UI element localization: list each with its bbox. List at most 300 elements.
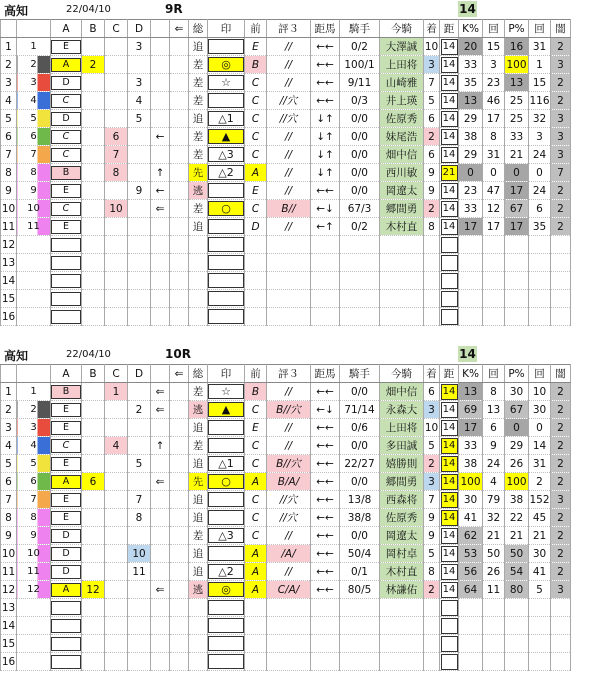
- distance-box: 14: [441, 129, 458, 145]
- horse-number: 12: [17, 581, 51, 599]
- jockey-stat: 0/2: [340, 38, 380, 56]
- darkness: 2: [551, 509, 571, 527]
- finish: 2: [424, 581, 440, 599]
- count-2: [529, 653, 551, 671]
- arrow-cell: [151, 509, 170, 527]
- column-header: [17, 365, 51, 383]
- arrow-cell: ↑: [151, 164, 170, 182]
- jockey-stat: 80/5: [340, 581, 380, 599]
- count-1: [483, 599, 505, 617]
- finish: 9: [424, 509, 440, 527]
- arrow-cell: [151, 290, 170, 308]
- entry-table: [0, 19, 571, 326]
- distance-box: 14: [441, 546, 458, 562]
- rating-3: /A/: [267, 545, 311, 563]
- finish: 6: [424, 146, 440, 164]
- rating-3: [267, 254, 311, 272]
- mark-cell: [208, 200, 245, 218]
- count-1: 26: [483, 563, 505, 581]
- count-1: 8: [483, 383, 505, 401]
- mark-box: [208, 546, 244, 561]
- finish: 7: [424, 491, 440, 509]
- jockey-name: 多田誠: [380, 437, 424, 455]
- col-b: [82, 563, 105, 581]
- distance-box: [441, 273, 458, 289]
- flag-cell: [170, 146, 189, 164]
- count-1: 15: [483, 38, 505, 56]
- col-c: [105, 599, 128, 617]
- entry-row[interactable]: [1, 581, 571, 599]
- horse-number: [17, 272, 51, 290]
- jockey-name: 妹尾浩: [380, 128, 424, 146]
- col-c: [105, 74, 128, 92]
- run-style: 追: [189, 563, 208, 581]
- col-d: [128, 617, 151, 635]
- entry-row[interactable]: [1, 635, 571, 653]
- k-percent: 23: [459, 182, 483, 200]
- horse-number: 5: [17, 110, 51, 128]
- distance-cell: [440, 455, 459, 473]
- col-c: 7: [105, 146, 128, 164]
- row-number: 12: [1, 236, 17, 254]
- distance-cell: [440, 164, 459, 182]
- prev-rank: C: [245, 110, 267, 128]
- col-c: [105, 92, 128, 110]
- entry-row[interactable]: [1, 473, 571, 491]
- run-style: 差: [189, 56, 208, 74]
- run-style: 差: [189, 437, 208, 455]
- distance-horse: ←↓: [311, 401, 340, 419]
- count-1: 24: [483, 455, 505, 473]
- flag-cell: [170, 200, 189, 218]
- jockey-stat: 71/14: [340, 401, 380, 419]
- jockey-name: 木村直: [380, 563, 424, 581]
- run-style: 逃: [189, 581, 208, 599]
- col-b: [82, 38, 105, 56]
- entry-row[interactable]: [1, 617, 571, 635]
- col-d: [128, 308, 151, 326]
- col-d: [128, 419, 151, 437]
- rating-3: [267, 653, 311, 671]
- row-number: 9: [1, 527, 17, 545]
- row-number: 15: [1, 635, 17, 653]
- run-style: 差: [189, 527, 208, 545]
- darkness: [551, 653, 571, 671]
- entry-row[interactable]: [1, 254, 571, 272]
- prev-rank: [245, 617, 267, 635]
- entry-row[interactable]: [1, 491, 571, 509]
- prev-rank: A: [245, 545, 267, 563]
- col-b: [82, 200, 105, 218]
- mark-box: ☆: [208, 75, 244, 90]
- venue-label: 高知: [4, 349, 29, 363]
- rank-a: [51, 545, 82, 563]
- row-number: 11: [1, 218, 17, 236]
- rank-a: [51, 635, 82, 653]
- horse-number: 11: [17, 563, 51, 581]
- flag-cell: [170, 308, 189, 326]
- count-1: 12: [483, 200, 505, 218]
- row-number: 6: [1, 473, 17, 491]
- entry-row[interactable]: [1, 308, 571, 326]
- rank-a: [51, 92, 82, 110]
- flag-cell: [170, 653, 189, 671]
- rank-a: [51, 617, 82, 635]
- rating-3: //穴: [267, 92, 311, 110]
- column-header: 着: [424, 365, 440, 383]
- flag-cell: [170, 437, 189, 455]
- run-style: 逃: [189, 401, 208, 419]
- rank-a-box: D: [51, 547, 81, 561]
- column-header: K%: [459, 365, 483, 383]
- darkness: 2: [551, 218, 571, 236]
- horse-number: 6: [17, 128, 51, 146]
- k-percent: 20: [459, 38, 483, 56]
- mark-cell: [208, 599, 245, 617]
- rating-3: B//穴: [267, 401, 311, 419]
- entry-row[interactable]: [1, 182, 571, 200]
- run-style: 逃: [189, 182, 208, 200]
- arrow-cell: [151, 527, 170, 545]
- mark-box: △2: [208, 165, 244, 180]
- rating-3: //穴: [267, 509, 311, 527]
- jockey-name: [380, 635, 424, 653]
- run-style: [189, 635, 208, 653]
- mark-cell: [208, 308, 245, 326]
- column-header: 前: [245, 365, 267, 383]
- entry-row[interactable]: [1, 110, 571, 128]
- darkness: [551, 617, 571, 635]
- horse-number: 8: [17, 164, 51, 182]
- mark-box: [208, 291, 244, 306]
- distance-box: 14: [441, 492, 458, 508]
- rank-a-box: E: [51, 511, 81, 525]
- entry-row[interactable]: [1, 383, 571, 401]
- distance-box: 14: [441, 420, 458, 436]
- col-b: 12: [82, 581, 105, 599]
- distance-cell: [440, 419, 459, 437]
- distance-cell: [440, 401, 459, 419]
- run-style: 差: [189, 128, 208, 146]
- finish: 3: [424, 401, 440, 419]
- column-header: K%: [459, 20, 483, 38]
- jockey-stat: 0/0: [340, 527, 380, 545]
- rank-a-box: D: [51, 112, 81, 126]
- rank-a: [51, 419, 82, 437]
- run-style: 差: [189, 200, 208, 218]
- flag-cell: [170, 236, 189, 254]
- entry-row[interactable]: [1, 599, 571, 617]
- col-d: 3: [128, 74, 151, 92]
- entry-row[interactable]: [1, 200, 571, 218]
- entry-row[interactable]: [1, 653, 571, 671]
- rating-3: //: [267, 563, 311, 581]
- entry-row[interactable]: [1, 563, 571, 581]
- k-percent: 13: [459, 383, 483, 401]
- distance-horse: ←←: [311, 509, 340, 527]
- mark-cell: [208, 563, 245, 581]
- jockey-name: 佐原秀: [380, 110, 424, 128]
- column-header: 今騎: [380, 20, 424, 38]
- rank-a-box: C: [51, 439, 81, 453]
- mark-box: [208, 492, 244, 507]
- jockey-stat: [340, 290, 380, 308]
- entry-row[interactable]: [1, 164, 571, 182]
- rank-a: [51, 128, 82, 146]
- distance-cell: [440, 635, 459, 653]
- row-number: 2: [1, 401, 17, 419]
- distance-cell: [440, 146, 459, 164]
- flag-cell: [170, 509, 189, 527]
- column-header: D: [128, 365, 151, 383]
- prev-rank: C: [245, 527, 267, 545]
- entry-row[interactable]: [1, 272, 571, 290]
- entry-row[interactable]: [1, 56, 571, 74]
- count-1: 3: [483, 56, 505, 74]
- darkness: 3: [551, 581, 571, 599]
- rating-3: //: [267, 182, 311, 200]
- k-percent: 17: [459, 218, 483, 236]
- entry-row[interactable]: [1, 437, 571, 455]
- col-d: [128, 146, 151, 164]
- p-percent: [505, 617, 529, 635]
- k-percent: 38: [459, 455, 483, 473]
- rank-a: [51, 200, 82, 218]
- flag-cell: [170, 164, 189, 182]
- finish: [424, 272, 440, 290]
- col-b: [82, 635, 105, 653]
- arrow-cell: [151, 653, 170, 671]
- arrow-cell: ←: [151, 182, 170, 200]
- entry-row[interactable]: [1, 218, 571, 236]
- rank-a-box: D: [51, 76, 81, 90]
- p-percent: 13: [505, 74, 529, 92]
- darkness: 3: [551, 128, 571, 146]
- jockey-name: [380, 254, 424, 272]
- horse-number: 11: [17, 218, 51, 236]
- rank-a-box: E: [51, 457, 81, 471]
- rank-a: [51, 254, 82, 272]
- entry-row[interactable]: [1, 401, 571, 419]
- k-percent: [459, 653, 483, 671]
- mark-cell: [208, 437, 245, 455]
- jockey-name: 嬉勝則: [380, 455, 424, 473]
- mark-box: [208, 219, 244, 234]
- p-percent: 17: [505, 182, 529, 200]
- horse-number: 3: [17, 419, 51, 437]
- mark-box: ☆: [208, 384, 244, 399]
- entry-row[interactable]: [1, 545, 571, 563]
- distance-horse: [311, 272, 340, 290]
- horse-number: 7: [17, 491, 51, 509]
- rank-a-box: [51, 292, 81, 306]
- jockey-stat: [340, 599, 380, 617]
- column-header: 総: [189, 20, 208, 38]
- run-style: 追: [189, 218, 208, 236]
- col-c: 4: [105, 437, 128, 455]
- k-percent: 29: [459, 110, 483, 128]
- distance-box: 14: [441, 564, 458, 580]
- distance-cell: [440, 473, 459, 491]
- col-b: [82, 455, 105, 473]
- p-percent: [505, 653, 529, 671]
- jockey-name: 西川敏: [380, 164, 424, 182]
- entry-row[interactable]: [1, 290, 571, 308]
- mark-cell: [208, 509, 245, 527]
- count-2: [529, 290, 551, 308]
- run-style: 追: [189, 491, 208, 509]
- jockey-stat: 0/0: [340, 146, 380, 164]
- horse-number: 1: [17, 38, 51, 56]
- count-2: 41: [529, 563, 551, 581]
- run-style: 追: [189, 38, 208, 56]
- darkness: [551, 290, 571, 308]
- rank-a-box: A: [51, 583, 81, 597]
- jockey-stat: [340, 308, 380, 326]
- count-2: 0: [529, 164, 551, 182]
- jockey-stat: 0/0: [340, 128, 380, 146]
- distance-horse: ←←: [311, 38, 340, 56]
- row-number: 15: [1, 290, 17, 308]
- row-number: 8: [1, 164, 17, 182]
- horse-number: 9: [17, 527, 51, 545]
- flag-cell: [170, 473, 189, 491]
- rating-3: //: [267, 128, 311, 146]
- darkness: 2: [551, 74, 571, 92]
- darkness: 3: [551, 491, 571, 509]
- entry-row[interactable]: [1, 74, 571, 92]
- arrow-cell: [151, 455, 170, 473]
- flag-cell: [170, 401, 189, 419]
- rating-3: [267, 308, 311, 326]
- entry-row[interactable]: [1, 38, 571, 56]
- entry-row[interactable]: [1, 92, 571, 110]
- column-header: B: [82, 20, 105, 38]
- arrow-cell: [151, 146, 170, 164]
- col-b: [82, 110, 105, 128]
- column-header: [17, 20, 51, 38]
- prev-rank: C: [245, 92, 267, 110]
- rank-a-box: C: [51, 202, 81, 216]
- k-percent: 35: [459, 74, 483, 92]
- flag-cell: [170, 545, 189, 563]
- count-1: [483, 617, 505, 635]
- column-header: C: [105, 365, 128, 383]
- p-percent: 0: [505, 419, 529, 437]
- mark-cell: [208, 635, 245, 653]
- distance-horse: ←←: [311, 437, 340, 455]
- run-style: [189, 236, 208, 254]
- flag-cell: [170, 290, 189, 308]
- race-block-9r: [0, 1, 600, 326]
- jockey-name: 西森将: [380, 491, 424, 509]
- row-number: 4: [1, 92, 17, 110]
- count-2: 31: [529, 455, 551, 473]
- col-d: [128, 599, 151, 617]
- jockey-name: 郷間勇: [380, 473, 424, 491]
- prev-rank: [245, 272, 267, 290]
- flag-cell: [170, 182, 189, 200]
- run-style: [189, 308, 208, 326]
- mark-box: [208, 255, 244, 270]
- col-b: [82, 236, 105, 254]
- prev-rank: [245, 290, 267, 308]
- column-header: 前: [245, 20, 267, 38]
- entry-row[interactable]: [1, 509, 571, 527]
- column-header: 距馬: [311, 20, 340, 38]
- darkness: [551, 254, 571, 272]
- p-percent: 50: [505, 545, 529, 563]
- entry-row[interactable]: [1, 146, 571, 164]
- entry-row[interactable]: [1, 527, 571, 545]
- rank-a: [51, 272, 82, 290]
- row-number: 5: [1, 455, 17, 473]
- count-1: 13: [483, 401, 505, 419]
- distance-horse: ↓↑: [311, 164, 340, 182]
- rating-3: [267, 236, 311, 254]
- col-d: [128, 164, 151, 182]
- horse-number: [17, 599, 51, 617]
- col-c: [105, 563, 128, 581]
- col-b: [82, 254, 105, 272]
- count-2: 21: [529, 527, 551, 545]
- distance-box: 21: [441, 165, 458, 181]
- jockey-name: 岡村卓: [380, 545, 424, 563]
- p-percent: 17: [505, 218, 529, 236]
- entry-row[interactable]: [1, 236, 571, 254]
- k-percent: 0: [459, 164, 483, 182]
- prev-rank: C: [245, 437, 267, 455]
- col-d: 8: [128, 509, 151, 527]
- row-number: 16: [1, 308, 17, 326]
- finish: 8: [424, 218, 440, 236]
- distance-box: 14: [441, 39, 458, 55]
- jockey-stat: [340, 272, 380, 290]
- p-percent: 38: [505, 491, 529, 509]
- distance-horse: ←↓: [311, 200, 340, 218]
- flag-cell: [170, 455, 189, 473]
- jockey-name: 大澤誠: [380, 38, 424, 56]
- count-2: [529, 272, 551, 290]
- mark-box: [208, 600, 244, 615]
- distance-cell: [440, 599, 459, 617]
- count-1: 8: [483, 128, 505, 146]
- horse-number: 4: [17, 92, 51, 110]
- distance-horse: ↓↑: [311, 146, 340, 164]
- jockey-name: [380, 236, 424, 254]
- jockey-stat: 67/3: [340, 200, 380, 218]
- col-c: 6: [105, 128, 128, 146]
- column-header: P%: [505, 20, 529, 38]
- entry-row[interactable]: [1, 128, 571, 146]
- mark-cell: [208, 419, 245, 437]
- jockey-stat: 13/8: [340, 491, 380, 509]
- distance-horse: ←←: [311, 491, 340, 509]
- distance-box: [441, 600, 458, 616]
- entry-row[interactable]: [1, 419, 571, 437]
- finish: 9: [424, 182, 440, 200]
- distance-box: 14: [441, 402, 458, 418]
- k-percent: 62: [459, 527, 483, 545]
- jockey-name: 上田将: [380, 56, 424, 74]
- horse-number: 2: [17, 56, 51, 74]
- k-percent: [459, 635, 483, 653]
- count-1: 21: [483, 527, 505, 545]
- distance-cell: [440, 74, 459, 92]
- entry-row[interactable]: [1, 455, 571, 473]
- rank-a: [51, 164, 82, 182]
- col-d: [128, 653, 151, 671]
